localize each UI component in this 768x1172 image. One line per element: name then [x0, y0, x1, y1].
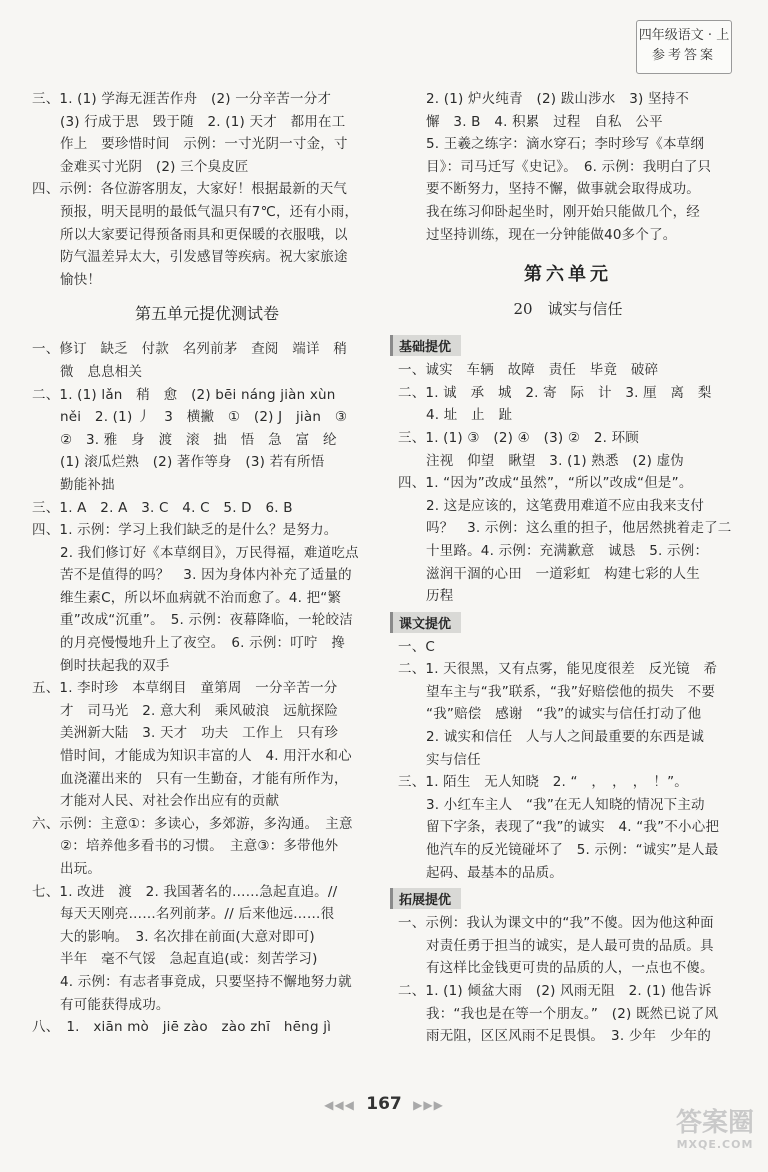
- answers-label: 参考答案: [651, 48, 716, 63]
- grade-subject-label: 四年级语文 · 上: [638, 28, 730, 43]
- answer-line: (3) 行成于思 毁于随 2. (1) 天才 都用在工: [60, 113, 346, 130]
- section-title: 第五单元提优测试卷: [134, 304, 279, 324]
- answer-line: 六、示例：主意①：多读心，多郊游，多沟通。 主意: [32, 815, 353, 832]
- right-arrows-icon: ▶▶▶: [413, 1098, 444, 1112]
- answer-line: 防气温差异太大，引发感冒等疾病。祝大家旅途: [60, 249, 348, 266]
- answer-line: 一、诚实 车辆 故障 责任 毕竟 破碎: [398, 362, 659, 379]
- watermark-url: MXQE.COM: [676, 1138, 754, 1151]
- answer-line: 2. 这是应该的，这笔费用难道不应由我来支付: [426, 497, 705, 514]
- answer-line: 我在练习仰卧起坐时，刚开始只能做几个，经: [426, 203, 700, 220]
- answer-line: 二、1. 诚 承 城 2. 寄 际 计 3. 厘 离 梨: [398, 384, 712, 401]
- answer-line: 惜时间，才能成为知识丰富的人 4. 用汗水和心: [60, 748, 352, 765]
- answer-line: 二、1. (1) lǎn 稍 愈 (2) bēi náng jiàn xùn: [32, 386, 336, 403]
- answer-line: 三、1. 陌生 无人知晓 2. “ ， ， ， ！”。: [398, 774, 688, 791]
- answer-line: 大的影响。 3. 名次排在前面(大意对即可): [60, 928, 315, 945]
- answer-line: 三、1. (1) 学海无涯苦作舟 (2) 一分辛苦一分才: [32, 91, 332, 107]
- section-tag: 拓展提优: [390, 888, 461, 909]
- answer-line: 2. 诚实和信任 人与人之间最重要的东西是诚: [426, 729, 705, 746]
- answer-line: (1) 滚瓜烂熟 (2) 著作等身 (3) 若有所悟: [60, 454, 325, 471]
- left-column: [32, 88, 382, 1039]
- answer-line: “我”赔偿 感谢 “我”的诚实与信任打动了他: [426, 706, 702, 723]
- answer-line: 八、 1. xiān mò jiē zào zào zhī hēng jì: [32, 1019, 332, 1036]
- answer-line: 三、1. (1) ③ (2) ④ (3) ② 2. 环顾: [398, 429, 639, 446]
- answer-line: 滋润干涸的心田 一道彩虹 构建七彩的人生: [426, 565, 700, 582]
- unit-title: 第六单元: [524, 264, 612, 286]
- answer-line: 一、C: [398, 638, 436, 655]
- page-footer: [0, 1094, 768, 1114]
- answer-line: 2. (1) 炉火纯青 (2) 跋山涉水 3) 坚持不: [426, 91, 690, 107]
- answer-line: 才能对人民、对社会作出应有的贡献: [60, 793, 280, 810]
- answer-line: 微 息息相关: [60, 363, 143, 380]
- answer-line: 他汽车的反光镜碰坏了 5. 示例：“诚实”是人最: [426, 842, 719, 859]
- answer-line: 实与信任: [426, 751, 481, 768]
- answer-line: 5. 王羲之练字：滴水穿石；李时珍写《本草纲: [426, 136, 705, 153]
- watermark-text: 答案圈: [675, 1108, 754, 1138]
- answer-line: 留下字条，表现了“我”的诚实 4. “我”不小心把: [426, 819, 720, 836]
- answer-line: 血浇灌出来的 只有一生勤奋，才能有所作为，: [60, 770, 348, 787]
- answer-line: 3. 小红车主人 “我”在无人知晓的情况下主动: [426, 796, 705, 813]
- answer-line: 倒时扶起我的双手: [60, 657, 170, 674]
- answer-line: 起码、最基本的品质。: [426, 864, 563, 881]
- answer-line: 每天天刚亮……名列前茅。// 后来他远……很: [60, 906, 335, 923]
- answer-line: 吗？ 3. 示例：这么重的担子，他居然挑着走了二: [426, 520, 732, 537]
- answer-line: 历程: [426, 588, 454, 605]
- page-number: 167: [366, 1094, 402, 1114]
- answer-line: 重”改成“沉重”。 5. 示例：夜幕降临，一轮皎洁: [60, 612, 353, 629]
- answer-line: něi 2. (1) 丿 3 横撇 ① (2) J jiàn ③: [60, 409, 348, 426]
- answer-line: 三、1. A 2. A 3. C 4. C 5. D 6. B: [32, 499, 293, 516]
- answer-line: 半年 毫不气馁 急起直追(或：刻苦学习): [60, 951, 318, 968]
- right-column: [398, 88, 738, 1048]
- answer-line: 雨无阻，区区风雨不足畏惧。 3. 少年 少年的: [426, 1028, 712, 1045]
- answer-line: 金难买寸光阴 (2) 三个臭皮匠: [60, 158, 249, 175]
- answer-line: 愉快！: [60, 271, 102, 288]
- answer-line: 出玩。: [60, 861, 102, 877]
- answer-line: ②：培养他多看书的习惯。 主意③：多带他外: [60, 838, 339, 855]
- answer-line: 有可能获得成功。: [60, 996, 170, 1013]
- answer-line: 一、示例：我认为课文中的“我”不傻。因为他这种面: [398, 915, 714, 932]
- answer-line: 苦不是值得的吗？ 3. 因为身体内补充了适量的: [60, 567, 352, 584]
- left-arrows-icon: ◀◀◀: [324, 1098, 355, 1112]
- answer-line: 望车主与“我”联系，“我”好赔偿他的损失 不要: [426, 683, 716, 700]
- answer-line: 十里路。4. 示例：充满歉意 诚恳 5. 示例：: [426, 542, 709, 559]
- answer-line: 维生素C，所以坏血病就不治而愈了。4. 把“繁: [60, 589, 342, 606]
- answer-line: 二、1. 天很黑，又有点雾，能见度很差 反光镜 希: [398, 661, 718, 678]
- answer-line: 对责任勇于担当的诚实，是人最可贵的品质。具: [426, 937, 714, 954]
- answer-line: 作上 要珍惜时间 示例：一寸光阴一寸金，寸: [60, 136, 348, 153]
- answer-line: 勤能补拙: [60, 476, 115, 493]
- section-tag: 基础提优: [390, 335, 461, 356]
- section-tag: 课文提优: [390, 612, 461, 633]
- answer-line: 目》：司马迁写《史记》。 6. 示例：我明白了只: [426, 158, 712, 175]
- answer-line: 七、1. 改进 渡 2. 我国著名的……急起直追。//: [32, 883, 338, 900]
- answer-line: 四、示例：各位游客朋友，大家好！根据最新的天气: [32, 181, 348, 198]
- answer-line: 五、1. 李时珍 本草纲目 童第周 一分辛苦一分: [32, 680, 338, 697]
- answer-line: 懈 3. B 4. 积累 过程 自私 公平: [426, 113, 663, 130]
- watermark-logo: [670, 1108, 760, 1164]
- answer-line: 有这样比金钱更可贵的品质的人，一点也不傻。: [426, 960, 714, 977]
- answer-line: 过坚持训练，现在一分钟能做40多个了。: [426, 226, 677, 243]
- answer-line: 才 司马光 2. 意大利 乘风破浪 远航探险: [60, 702, 339, 719]
- answer-line: ② 3. 雅 身 渡 滚 拙 悟 急 富 纶: [60, 431, 337, 448]
- page-header-box: [636, 20, 732, 74]
- answer-line: 一、修订 缺乏 付款 名列前茅 查阅 端详 稍: [32, 341, 348, 358]
- answer-line: 的月亮慢慢地升上了夜空。 6. 示例：叮咛 搀: [60, 635, 346, 652]
- answer-line: 4. 示例：有志者事竟成，只要坚持不懈地努力就: [60, 973, 352, 990]
- answer-line: 要不断努力，坚持不懈，做事就会取得成功。: [426, 181, 700, 198]
- lesson-title: 20 诚实与信任: [513, 300, 623, 319]
- answer-line: 预报，明天昆明的最低气温只有7℃，还有小雨，: [60, 203, 359, 220]
- answer-line: 4. 址 止 趾: [426, 407, 513, 424]
- answer-line: 注视 仰望 瞅望 3. (1) 熟悉 (2) 虚伪: [426, 452, 684, 469]
- answer-line: 我：“我也是在等一个朋友。” (2) 既然已说了风: [426, 1005, 719, 1022]
- answer-line: 二、1. (1) 倾盆大雨 (2) 风雨无阻 2. (1) 他告诉: [398, 983, 712, 999]
- answer-line: 2. 我们修订好《本草纲目》，万民得福，难道吃点: [60, 544, 359, 561]
- answer-line: 所以大家要记得预备雨具和更保暖的衣服哦，以: [60, 226, 348, 243]
- answer-line: 美洲新大陆 3. 天才 功夫 工作上 只有珍: [60, 725, 339, 742]
- answer-line: 四、1. “因为”改成“虽然”，“所以”改成“但是”。: [398, 475, 693, 492]
- answer-line: 四、1. 示例：学习上我们缺乏的是什么？是努力。: [32, 522, 338, 539]
